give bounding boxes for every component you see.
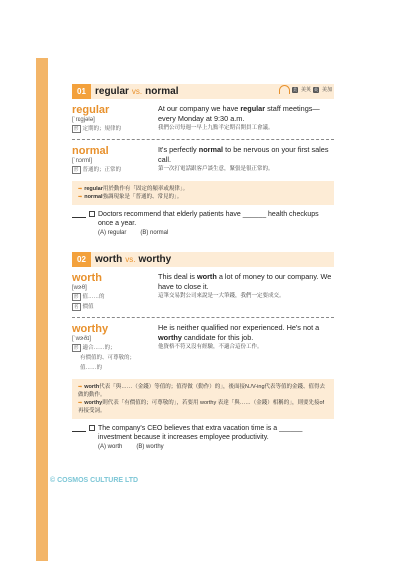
vs-label: vs. [131,87,143,96]
section-title [95,254,171,265]
pos-tag: 名 [74,304,79,309]
section-header-02 [72,252,334,267]
accent-tag-b: 英 [313,86,318,92]
entry-worth [72,267,334,311]
arrow-icon: ➡ [78,186,83,192]
meaning: 普通的；正常的 [82,167,122,173]
note-text: worth代表「與……（金錢）等值的；值得做（動作）的」，後面接N./V-ing代表等值的金錢、值得去做的動作。 [78,384,326,398]
pos-tag: 形 [74,126,79,131]
meaning-line: 適合……的； [82,345,116,351]
quiz-question: Doctors recommend that elderly patients have ______ health checkups once a year. [98,211,319,227]
phonetic: [ˈrɛgjələ] [72,117,95,123]
section-right-word: normal [145,86,179,97]
headphone-icon[interactable] [279,85,290,94]
option-b[interactable]: (B) worthy [136,444,164,450]
section-right-word: worthy [138,254,172,265]
note-text: regular用於動作有「固定的頻率或規律」。 [84,186,189,192]
option-a[interactable]: (A) regular [98,230,127,236]
quiz-options [98,230,334,236]
audio-label-b: 美加 [321,87,332,93]
entry-normal [72,140,334,174]
section-left-word: worth [95,254,123,265]
page-content [72,84,334,450]
meaning: 價值 [82,304,94,310]
entry-worthy [72,318,334,372]
section-title [95,86,178,97]
example-zh: 這筆交易對公司來說是一大筆錢，我們一定要成交。 [158,293,285,299]
usage-note [72,181,334,205]
note-text: normal強調現象是「普通的、常見的」。 [84,194,183,200]
example-en: It's perfectly normal to be nervous on your first sales call. [158,145,329,164]
usage-note [72,379,334,419]
audio-label-a: 美英 [300,87,311,93]
headword: worth [72,272,102,284]
accent-tag-a: 美 [292,86,297,92]
quiz-01 [72,210,334,236]
pos-tag: 形 [74,345,79,350]
note-text: worthy則代表「有價值的；可尊敬的」，若要用 worthy 表達「與……（金錢）相稱的」，則要先接of再接受詞。 [78,400,325,414]
answer-blank[interactable] [72,424,86,432]
entry-regular [72,99,334,133]
headword: normal [72,145,109,157]
pos-tag: 形 [74,167,79,172]
option-a[interactable]: (A) worth [98,444,123,450]
copyright-watermark: © COSMOS CULTURE LTD [50,477,139,484]
section-number: 02 [72,252,91,267]
headword: worthy [72,323,109,335]
example-zh: 我們公司每週一早上九點半定期召開員工會議。 [158,125,274,131]
example-zh: 他資格不符又沒有經驗，不適合這份工作。 [158,344,263,350]
arrow-icon: ➡ [78,384,83,390]
quiz-options [98,444,334,450]
example-en: He is neither qualified nor experienced. He's not a worthy candidate for this job. [158,323,320,342]
arrow-icon: ➡ [78,194,83,200]
meaning: 值……的 [82,294,105,300]
quiz-question: The company's CEO believes that extra vacation time is a ______ investment because it increases employee productivity. [98,425,303,441]
phonetic: [wɝθ] [72,285,87,291]
meaning-line: 值……的 [80,365,103,371]
audio-controls[interactable] [279,85,332,94]
example-en: At our company we have regular staff meetings—every Monday at 9:30 a.m. [158,104,320,123]
option-b[interactable]: (B) normal [140,230,169,236]
checkbox-icon[interactable] [89,211,95,217]
checkbox-icon[interactable] [89,425,95,431]
arrow-icon: ➡ [78,400,83,406]
quiz-02 [72,424,334,450]
meaning-line: 有價值的、可尊敬的； [80,355,136,361]
example-zh: 第一次打電話跟客戶談生意，緊張是很正常的。 [158,166,274,172]
example-en: This deal is worth a lot of money to our company. We have to close it. [158,272,332,291]
answer-blank[interactable] [72,210,86,218]
headword: regular [72,104,110,116]
section-left-word: regular [95,86,129,97]
section-number: 01 [72,84,91,99]
phonetic: [ˈwɝðɪ] [72,336,91,342]
pos-tag: 形 [74,294,79,299]
side-color-bar [36,58,48,561]
meaning: 定期的；規律的 [82,126,122,132]
phonetic: [ˈnɔrml] [72,158,92,164]
section-header-01 [72,84,334,99]
vs-label: vs. [125,255,136,264]
